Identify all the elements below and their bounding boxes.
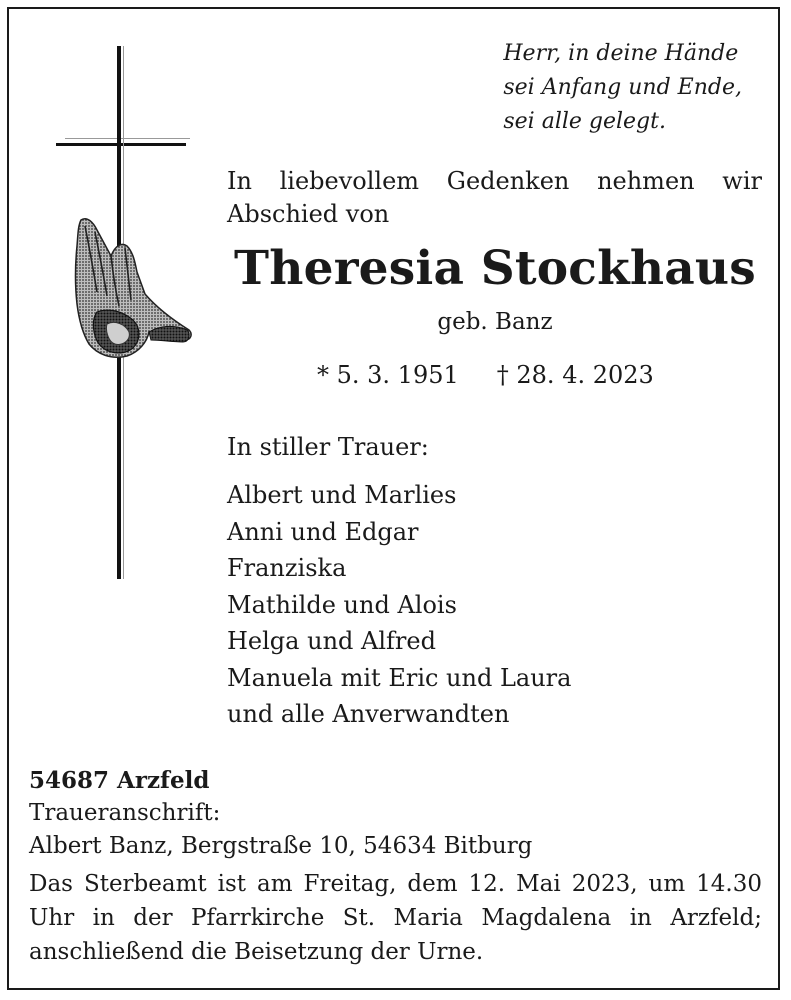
cross-shadow-line (65, 138, 190, 139)
maiden-name: geb. Banz (437, 309, 553, 335)
list-item: und alle Anverwandten (227, 700, 510, 728)
intro-word: nehmen (597, 167, 695, 195)
list-item: Mathilde und Alois (227, 590, 457, 619)
intro-word: wir (722, 167, 762, 195)
list-item: Albert und Marlies (227, 481, 457, 509)
list-item: Helga und Alfred (227, 627, 436, 655)
intro-text (227, 165, 762, 231)
intro-word: In (227, 167, 252, 195)
verse-line: sei alle gelegt. (503, 109, 666, 134)
birth-date: * 5. 3. 1951 (317, 361, 459, 389)
list-item: Manuela mit Eric und Laura (227, 663, 572, 692)
praying-hands-icon (67, 216, 197, 366)
list-item: Anni und Edgar (227, 517, 419, 546)
cross-icon (56, 143, 186, 146)
death-date: † 28. 4. 2023 (496, 361, 654, 389)
verse (503, 37, 742, 139)
verse-line: Herr, in deine Hände (503, 41, 739, 66)
list-item: Franziska (227, 554, 347, 582)
address-label: Traueranschrift: (29, 800, 221, 826)
mourner-list (227, 477, 571, 733)
deceased-name: Theresia Stockhaus (234, 241, 756, 296)
service-info: Das Sterbeamt ist am Freitag, dem 12. Mai 2023, um 14.30 Uhr in der Pfarrkirche St. Maria Magdalena in Arzfeld; anschließend die Beisetzung der Urne. (29, 871, 762, 965)
intro-line: Abschied von (227, 200, 390, 228)
intro-line (227, 165, 762, 198)
verse-line: sei Anfang und Ende, (503, 75, 742, 100)
place: 54687 Arzfeld (29, 767, 210, 794)
life-dates (317, 363, 654, 387)
obituary-notice (7, 7, 780, 990)
mourning-label: In stiller Trauer: (227, 433, 429, 461)
intro-word: liebevollem (279, 167, 420, 195)
footer-info (29, 764, 762, 969)
intro-word: Gedenken (446, 167, 570, 195)
address: Albert Banz, Bergstraße 10, 54634 Bitburg (29, 833, 533, 859)
